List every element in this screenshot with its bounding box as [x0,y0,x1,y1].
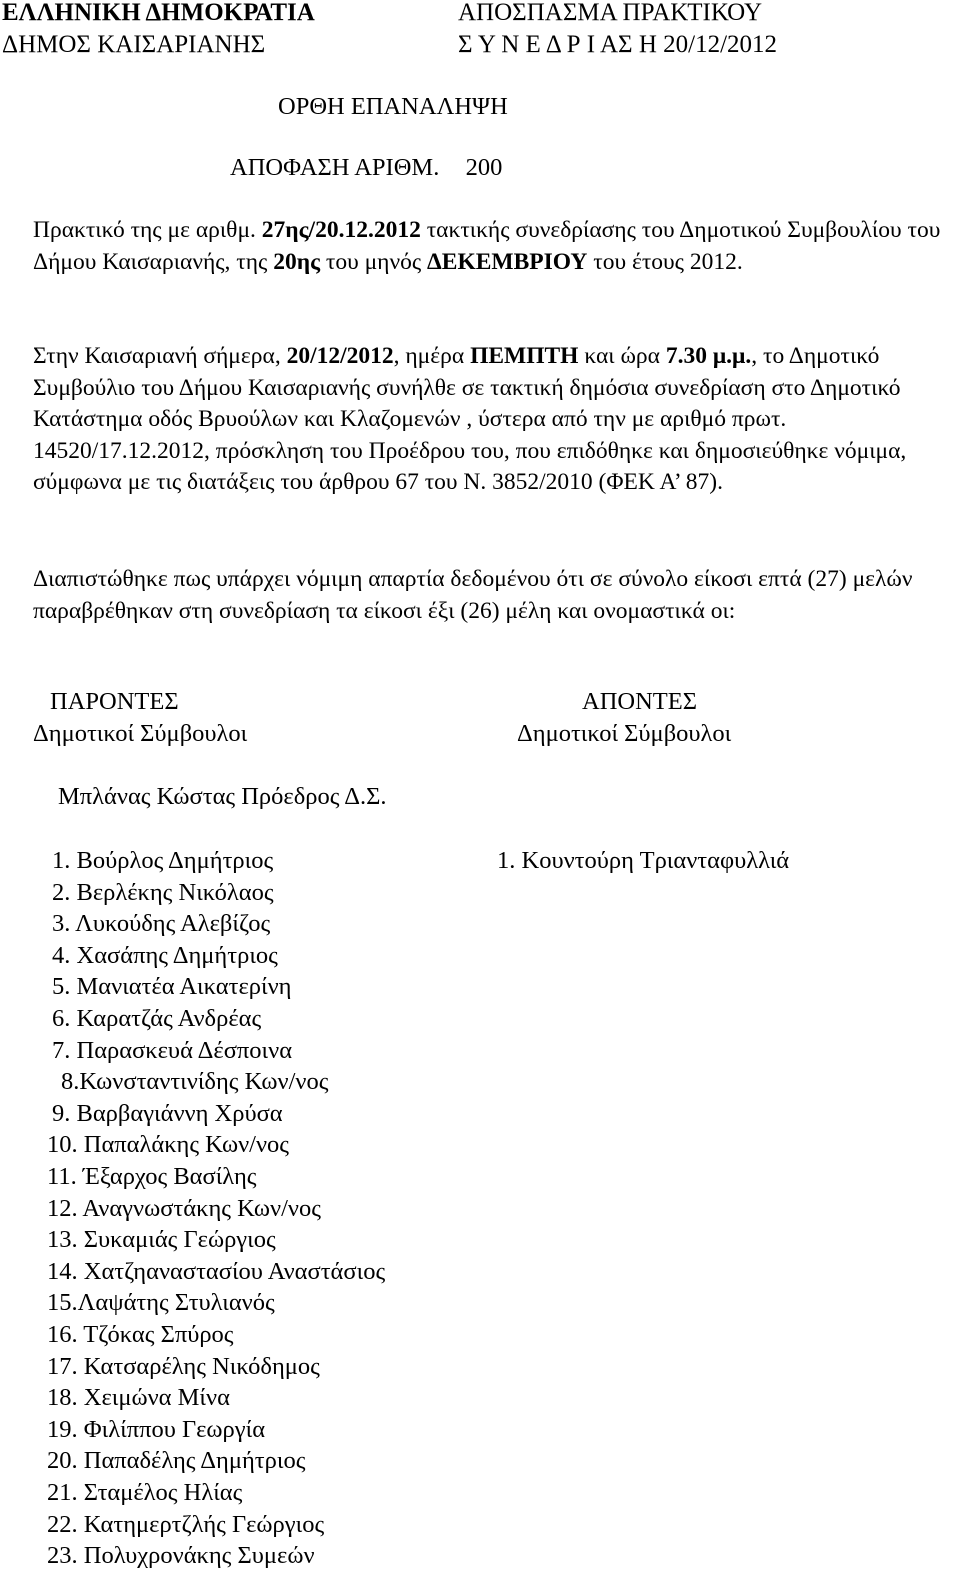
president-line: Μπλάνας Κώστας Πρόεδρος Δ.Σ. [58,783,387,810]
present-member-item: 9. Βαρβαγιάννη Χρύσα [52,1099,283,1127]
decision-number: 200 [465,154,503,181]
present-heading: ΠΑΡΟΝΤΕΣ [50,688,179,715]
intro-paragraph [33,215,948,278]
present-member-item: 14. Χατζηαναστασίου Αναστάσιος [47,1257,386,1285]
meeting-time: 7.30 μ.μ. [665,343,752,369]
meeting-weekday: ΠΕΜΠΤΗ [470,343,579,369]
present-member-item: 4. Χασάπης Δημήτριος [52,941,278,969]
meeting-text-4: , το Δημοτικό Συμβούλιο του Δήμου Καισαριανής συνήλθε σε τακτική δημόσια συνεδρίαση στο Δημοτικό Κατάστημα οδός Βρυούλων και Κλαζομενών , ύστερα από την με αριθμό πρωτ. 14520/17.12.2012, πρόσκληση του Προέδρου του, που επιδόθηκε και δημοσιεύθηκε νόμιμα, σύμφωνα με τις διατάξεις του άρθρου 67 του Ν. 3852/2010 (ΦΕΚ Α’ 87). [33,343,907,495]
decision-label: ΑΠΟΦΑΣΗ ΑΡΙΘΜ. [230,154,440,181]
meeting-text-1: Στην Καισαριανή σήμερα, [33,343,287,369]
intro-month: ΔΕΚΕΜΒΡΙΟΥ [427,248,588,275]
meeting-date: 20/12/2012 [286,343,394,369]
header-right-line2 [458,32,777,57]
present-member-item: 20. Παπαδέλης Δημήτριος [47,1447,306,1475]
absent-member-item: 1. Κουντούρη Τριανταφυλλιά [497,847,790,874]
present-member-item: 11. Έξαρχος Βασίλης [47,1163,257,1190]
present-member-item: 15.Λαψάτης Στυλιανός [47,1289,275,1317]
session-date: 20/12/2012 [663,31,778,58]
present-member-item: 17. Κατσαρέλης Νικόδημος [47,1352,320,1380]
present-member-item: 10. Παπαλάκης Κων/νος [47,1131,290,1159]
header-right-line1: ΑΠΟΣΠΑΣΜΑ ΠΡΑΚΤΙΚΟΥ [458,0,763,26]
present-member-item: 7. Παρασκευά Δέσποινα [52,1036,293,1064]
meeting-paragraph [33,341,948,499]
present-member-item: 21. Σταμέλος Ηλίας [47,1479,243,1506]
present-member-item: 3. Λυκούδης Αλεβίζος [52,910,271,938]
session-label: Σ Υ Ν Ε Δ Ρ Ι ΑΣ Η [458,31,657,58]
intro-text-1: Πρακτικό της με αριθμ. [33,217,262,243]
present-member-item: 6. Καρατζάς Ανδρέας [52,1005,262,1032]
meeting-text-2: , ημέρα [393,343,471,369]
intro-minutes-number: 27ης/20.12.2012 [261,217,421,243]
present-member-item: 16. Τζόκας Σπύρος [47,1321,234,1348]
present-subheading: Δημοτικοί Σύμβουλοι [33,720,248,747]
present-member-item: 18. Χειμώνα Μίνα [47,1384,230,1412]
intro-text-2: τακτικής συνεδρίασης του Δημοτικού Συμβουλίου του Δήμου Καισαριανής, της [33,217,941,275]
header-left-line1: ΕΛΛΗΝΙΚΗ ΔΗΜΟΚΡΑΤΙΑ [2,0,315,26]
header-left-line2: ΔΗΜΟΣ ΚΑΙΣΑΡΙΑΝΗΣ [2,31,266,58]
present-member-item: 23. Πολυχρονάκης Συμεών [47,1542,315,1570]
intro-day: 20ης [273,248,320,275]
present-member-item: 13. Συκαμιάς Γεώργιος [47,1226,276,1254]
meeting-text-3: και ώρα [578,343,666,369]
absent-heading: ΑΠΟΝΤΕΣ [582,688,697,715]
present-member-item: 2. Βερλέκης Νικόλαος [52,878,274,906]
quorum-paragraph: Διαπιστώθηκε πως υπάρχει νόμιμη απαρτία δεδομένου ότι σε σύνολο είκοσι επτά (27) μελών παραβρέθηκαν στη συνεδρίαση τα είκοσι έξι (26) μέλη και ονομαστικά οι: [33,566,913,624]
decision-title [230,156,502,181]
present-member-item: 19. Φιλίππου Γεωργία [47,1415,266,1443]
present-member-item: 5. Μανιατέα Αικατερίνη [52,973,292,1001]
absent-subheading: Δημοτικοί Σύμβουλοι [517,720,732,747]
present-member-item: 8.Κωνσταντινίδης Κων/νος [61,1068,329,1096]
present-member-item: 12. Αναγνωστάκης Κων/νος [47,1194,321,1222]
present-member-item: 22. Κατημερτζλής Γεώργιος [47,1510,325,1538]
correction-note: ΟΡΘΗ ΕΠΑΝΑΛΗΨΗ [278,93,508,120]
intro-text-3: του μηνός [320,248,428,275]
intro-text-4: του έτους 2012. [587,248,743,275]
present-member-item: 1. Βούρλος Δημήτριος [52,847,274,874]
